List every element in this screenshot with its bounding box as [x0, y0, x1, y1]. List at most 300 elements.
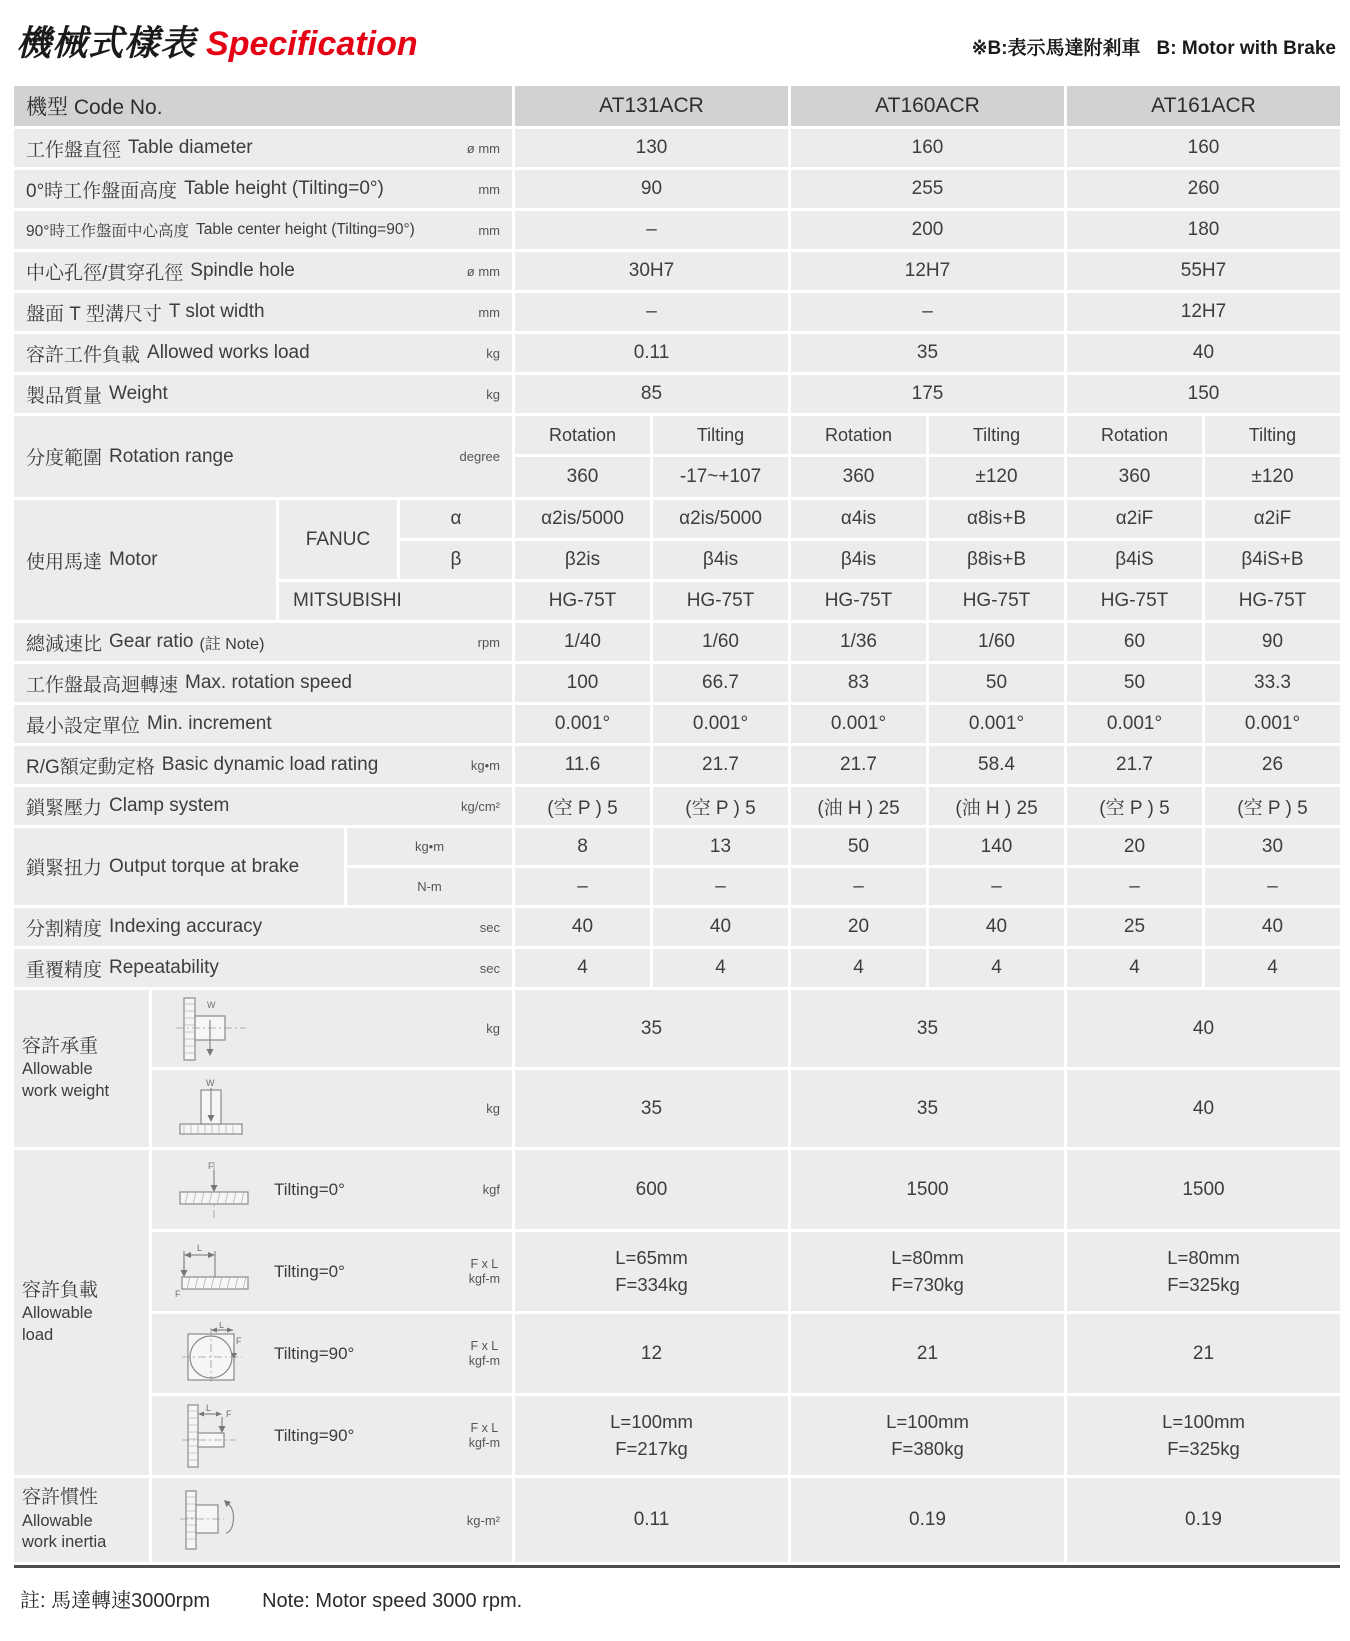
unit-label: mm	[478, 222, 500, 238]
value-cell: HG-75T	[1205, 582, 1340, 620]
value-cell: –	[515, 293, 788, 331]
unit-label: rpm	[477, 634, 500, 650]
tilting-condition-label: Tilting=0°	[274, 1179, 345, 1199]
label-en: T slot width	[168, 301, 265, 322]
value-cell: α2is/5000	[653, 500, 788, 538]
value-cell: 66.7	[653, 664, 788, 702]
work-weight-block	[14, 990, 1340, 1147]
label-en: Indexing accuracy	[109, 916, 263, 937]
value-cell	[1067, 1232, 1340, 1311]
label-en: Motor	[109, 549, 158, 570]
unit-label: sec	[479, 919, 500, 935]
row-table-diameter	[14, 129, 1340, 167]
value-cell: 20	[1067, 828, 1202, 865]
label-en: Allowable	[22, 1304, 93, 1323]
table-flat-moment-icon	[174, 1241, 254, 1303]
table-face-moment-icon	[174, 1322, 254, 1386]
row-label-cell	[14, 705, 512, 743]
unit-label: kg	[486, 1021, 500, 1036]
f-value: F=217kg	[615, 1437, 688, 1459]
value-cell: 0.001°	[929, 705, 1064, 743]
value-cell: –	[515, 211, 788, 249]
value-cell: –	[791, 293, 1064, 331]
label-zh: 容許慣性	[22, 1487, 99, 1509]
row-table-height-0	[14, 170, 1340, 208]
value-cell: 21	[791, 1314, 1064, 1393]
row-label-cell	[14, 375, 512, 413]
unit-label: kg	[486, 386, 500, 402]
label-en: Allowable	[22, 1060, 93, 1079]
label-en: work weight	[22, 1081, 110, 1100]
row-label-cell	[14, 170, 512, 208]
label-en: Table diameter	[128, 137, 253, 158]
value-cell	[515, 1232, 788, 1311]
label-zh: R/G額定動定格	[26, 756, 155, 778]
l-label: L	[197, 1242, 203, 1253]
value-cell: HG-75T	[929, 582, 1064, 620]
value-cell: 600	[515, 1150, 788, 1229]
page-title-zh: 機械式樣表	[16, 24, 197, 63]
value-cell: 35	[791, 990, 1064, 1067]
value-cell: 35	[515, 1070, 788, 1147]
label-zh: 鎖緊扭力	[26, 858, 103, 879]
value-cell: 4	[1067, 949, 1202, 987]
work-weight-label-cell	[14, 990, 149, 1147]
value-cell: 180	[1067, 211, 1340, 249]
unit-label: degree	[459, 449, 500, 464]
value-cell: –	[929, 868, 1064, 905]
f-value: F=334kg	[615, 1273, 688, 1295]
label-zh: 容許負載	[22, 1279, 99, 1301]
value-cell: 0.19	[791, 1478, 1064, 1562]
value-cell: 40	[929, 908, 1064, 946]
brake-note-zh: ※B:表示馬達附剎車	[971, 38, 1141, 59]
f-label: F	[226, 1408, 232, 1419]
row-table-center-height-90	[14, 211, 1340, 249]
value-cell: 360	[791, 457, 926, 497]
alpha-row-label: α	[400, 500, 512, 538]
value-cell: 30	[1205, 828, 1340, 865]
value-cell: (空 P ) 5	[1205, 787, 1340, 825]
allowable-load-block	[14, 1150, 1340, 1475]
label-zh: 盤面 T 型溝尺寸	[26, 303, 162, 325]
value-cell: 40	[653, 908, 788, 946]
value-cell: ±120	[1205, 457, 1340, 497]
row-label-cell	[14, 623, 512, 661]
value-cell: 0.001°	[791, 705, 926, 743]
value-cell: –	[1205, 868, 1340, 905]
value-cell: -17~+107	[653, 457, 788, 497]
work-inertia-block	[14, 1478, 1340, 1562]
value-cell: 1500	[1067, 1150, 1340, 1229]
w-label: W	[207, 999, 216, 1010]
value-cell: HG-75T	[1067, 582, 1202, 620]
row-min-increment	[14, 705, 1340, 743]
value-cell: 21.7	[791, 746, 926, 784]
label-en: Allowable	[22, 1511, 93, 1530]
value-cell: β8is+B	[929, 541, 1064, 579]
row-label-cell	[14, 746, 512, 784]
label-en: Rotation range	[109, 445, 234, 467]
value-cell: 1/40	[515, 623, 650, 661]
title-bar	[16, 16, 1336, 66]
top-mounted-work-icon	[174, 1076, 250, 1142]
value-cell: 150	[1067, 375, 1340, 413]
row-label-cell	[14, 252, 512, 290]
value-cell: 40	[1067, 334, 1340, 372]
value-cell: 1/60	[929, 623, 1064, 661]
l-value: L=100mm	[886, 1410, 969, 1432]
value-cell: β4iS	[1067, 541, 1202, 579]
value-cell: 255	[791, 170, 1064, 208]
label-zh: 總減速比	[26, 633, 103, 655]
value-cell: β4iS+B	[1205, 541, 1340, 579]
label-zh: 鎖緊壓力	[26, 797, 103, 819]
subheader-tilting: Tilting	[653, 416, 788, 454]
value-cell: (空 P ) 5	[515, 787, 650, 825]
value-cell: (油 H ) 25	[791, 787, 926, 825]
inertia-diagram-cell	[152, 1478, 512, 1562]
value-cell: 40	[1067, 1070, 1340, 1147]
value-cell: 260	[1067, 170, 1340, 208]
row-spindle-hole	[14, 252, 1340, 290]
output-torque-block	[14, 828, 1340, 905]
value-cell: 50	[929, 664, 1064, 702]
row-label-cell	[14, 908, 512, 946]
work-inertia-label-cell	[14, 1478, 149, 1562]
unit-label	[469, 1257, 512, 1286]
table-bottom-rule	[14, 1565, 1340, 1568]
label-zh: 製品質量	[26, 385, 103, 407]
value-cell: α8is+B	[929, 500, 1064, 538]
row-label-cell	[14, 129, 512, 167]
row-repeatability	[14, 949, 1340, 987]
value-cell: β2is	[515, 541, 650, 579]
value-cell: 85	[515, 375, 788, 413]
row-indexing-accuracy	[14, 908, 1340, 946]
label-en: Clamp system	[109, 795, 230, 816]
value-cell	[791, 1396, 1064, 1475]
rotation-range-label-cell	[14, 416, 512, 497]
f-label: F	[236, 1335, 242, 1346]
value-cell: 0.11	[515, 334, 788, 372]
tilting-condition-label: Tilting=90°	[274, 1425, 355, 1445]
label-en: Spindle hole	[190, 260, 295, 281]
label-en: Gear ratio	[109, 631, 194, 652]
footer-note-zh: 註: 馬達轉速3000rpm	[20, 1590, 211, 1612]
value-cell: 0.001°	[1067, 705, 1202, 743]
rotation-range-block	[14, 416, 1340, 497]
subheader-tilting: Tilting	[929, 416, 1064, 454]
unit-line2: kgf-m	[468, 1435, 500, 1450]
label-en: Max. rotation speed	[185, 672, 352, 693]
unit-label: kg	[486, 1101, 500, 1116]
value-cell: 25	[1067, 908, 1202, 946]
code-no-label-cell	[14, 86, 512, 126]
row-allowed-works-load	[14, 334, 1340, 372]
l-value: L=65mm	[615, 1246, 688, 1268]
value-cell: 60	[1067, 623, 1202, 661]
side-mounted-work-icon	[174, 996, 250, 1062]
value-cell	[791, 1232, 1064, 1311]
fanuc-cell: FANUC	[279, 500, 397, 579]
label-en: Min. increment	[147, 713, 272, 734]
page-title	[16, 16, 418, 66]
value-cell: (油 H ) 25	[929, 787, 1064, 825]
value-cell: 4	[791, 949, 926, 987]
value-cell: 21	[1067, 1314, 1340, 1393]
subheader-rotation: Rotation	[1067, 416, 1202, 454]
value-cell: 4	[515, 949, 650, 987]
f-value: F=730kg	[891, 1273, 964, 1295]
unit-label: kg-m²	[466, 1512, 500, 1528]
label-en: Allowed works load	[147, 342, 310, 363]
value-cell: HG-75T	[791, 582, 926, 620]
unit-line1: F x L	[470, 1257, 499, 1272]
unit-label: kg	[486, 345, 500, 361]
label-zh: 重覆精度	[26, 959, 103, 981]
unit-label	[469, 1339, 512, 1368]
value-cell: 21.7	[1067, 746, 1202, 784]
label-en: Weight	[109, 383, 168, 404]
unit-label: kg/cm²	[461, 798, 500, 814]
label-zh: 工作盤直徑	[26, 139, 122, 161]
torque-unit-cell	[347, 828, 512, 865]
row-label-cell	[14, 334, 512, 372]
label-en: load	[22, 1325, 54, 1344]
brake-note	[972, 33, 1336, 66]
allowable-load-label-cell	[14, 1150, 149, 1475]
row-weight	[14, 375, 1340, 413]
unit-label: ø mm	[466, 263, 500, 279]
value-cell: 50	[791, 828, 926, 865]
value-cell: 1500	[791, 1150, 1064, 1229]
l-label: L	[219, 1321, 225, 1330]
f-value: F=325kg	[1167, 1437, 1240, 1459]
row-label-cell	[14, 664, 512, 702]
value-cell: 40	[1067, 990, 1340, 1067]
work-weight-diagram-cell	[152, 990, 512, 1067]
value-cell: 0.001°	[1205, 705, 1340, 743]
row-max-rotation-speed	[14, 664, 1340, 702]
footer-note-en: Note: Motor speed 3000 rpm.	[262, 1590, 523, 1612]
label-en: Basic dynamic load rating	[161, 754, 379, 775]
value-cell: 12H7	[1067, 293, 1340, 331]
unit-line1: F x L	[470, 1339, 499, 1354]
row-basic-dynamic-load-rating	[14, 746, 1340, 784]
value-cell: 0.001°	[515, 705, 650, 743]
row-label-cell	[14, 211, 512, 249]
value-cell: 140	[929, 828, 1064, 865]
value-cell: β4is	[653, 541, 788, 579]
footer-note	[20, 1584, 1340, 1613]
value-cell: α4is	[791, 500, 926, 538]
value-cell: β4is	[791, 541, 926, 579]
value-cell: 26	[1205, 746, 1340, 784]
l-value: L=80mm	[1167, 1246, 1240, 1268]
value-cell: 35	[515, 990, 788, 1067]
code-no-row	[14, 86, 1340, 126]
f-value: F=380kg	[891, 1437, 964, 1459]
value-cell: α2is/5000	[515, 500, 650, 538]
value-cell: 40	[1205, 908, 1340, 946]
value-cell: 35	[791, 334, 1064, 372]
value-cell: 55H7	[1067, 252, 1340, 290]
subheader-rotation: Rotation	[515, 416, 650, 454]
row-label-cell	[14, 787, 512, 825]
subheader-rotation: Rotation	[791, 416, 926, 454]
value-cell	[515, 1396, 788, 1475]
label-zh: 使用馬達	[26, 551, 103, 573]
label-en: Output torque at brake	[109, 855, 300, 877]
load-diagram-cell	[152, 1396, 512, 1475]
value-cell: –	[1067, 868, 1202, 905]
unit-label: ø mm	[466, 140, 500, 156]
f-value: F=325kg	[1167, 1273, 1240, 1295]
tilting-condition-label: Tilting=0°	[274, 1261, 345, 1281]
label-en: Repeatability	[109, 957, 219, 978]
f-label: F	[208, 1160, 214, 1171]
unit-label	[469, 1421, 512, 1450]
beta-row-label: β	[400, 541, 512, 579]
l-label: L	[206, 1402, 212, 1413]
row-gear-ratio	[14, 623, 1340, 661]
label-zh: 0°時工作盤面高度	[26, 180, 178, 202]
load-diagram-cell	[152, 1314, 512, 1393]
value-cell: –	[791, 868, 926, 905]
value-cell: 1/36	[791, 623, 926, 661]
motor-block	[14, 500, 1340, 620]
value-cell: 4	[653, 949, 788, 987]
value-cell: 175	[791, 375, 1064, 413]
value-cell: 21.7	[653, 746, 788, 784]
value-cell: 30H7	[515, 252, 788, 290]
model-header-at160acr: AT160ACR	[791, 86, 1064, 126]
value-cell: 360	[515, 457, 650, 497]
value-cell: HG-75T	[653, 582, 788, 620]
value-cell: 13	[653, 828, 788, 865]
table-side-moment-icon	[174, 1403, 254, 1469]
brake-note-en: B: Motor with Brake	[1156, 38, 1336, 59]
value-cell: 360	[1067, 457, 1202, 497]
value-cell: 160	[1067, 129, 1340, 167]
label-en: Table center height (Tilting=90°)	[195, 221, 415, 238]
value-cell: 11.6	[515, 746, 650, 784]
unit-line1: F x L	[470, 1421, 499, 1436]
l-value: L=100mm	[1162, 1410, 1245, 1432]
motor-label-cell	[14, 500, 276, 620]
value-cell: (空 P ) 5	[1067, 787, 1202, 825]
value-cell: 4	[1205, 949, 1340, 987]
value-cell: 8	[515, 828, 650, 865]
value-cell: 12	[515, 1314, 788, 1393]
row-label-cell	[14, 293, 512, 331]
l-value: L=80mm	[891, 1246, 964, 1268]
value-cell: 90	[515, 170, 788, 208]
torque-label-cell	[14, 828, 344, 905]
label-zh: 中心孔徑/貫穿孔徑	[26, 262, 184, 284]
value-cell: (空 P ) 5	[653, 787, 788, 825]
row-t-slot-width	[14, 293, 1340, 331]
value-cell	[1067, 1396, 1340, 1475]
value-cell: α2iF	[1067, 500, 1202, 538]
value-cell: 100	[515, 664, 650, 702]
unit-line2: kgf-m	[468, 1271, 500, 1286]
value-cell: α2iF	[1205, 500, 1340, 538]
label-en: work inertia	[22, 1533, 107, 1552]
label-zh: 分度範圍	[26, 448, 103, 469]
value-cell: 12H7	[791, 252, 1064, 290]
rotating-work-icon	[174, 1487, 250, 1553]
work-weight-diagram-cell	[152, 1070, 512, 1147]
row-clamp-system	[14, 787, 1340, 825]
value-cell: 0.19	[1067, 1478, 1340, 1562]
value-cell: 33.3	[1205, 664, 1340, 702]
label-zh: 容許工件負載	[26, 344, 141, 366]
label-zh: 容許承重	[22, 1035, 99, 1057]
label-zh: 分割精度	[26, 918, 103, 940]
label-en: Table height (Tilting=0°)	[184, 178, 384, 199]
value-cell: 90	[1205, 623, 1340, 661]
label-zh: 工作盤最高迴轉速	[26, 674, 179, 696]
l-value: L=100mm	[610, 1410, 693, 1432]
unit-label: kg•m	[414, 839, 445, 854]
value-cell: 40	[515, 908, 650, 946]
value-cell: 35	[791, 1070, 1064, 1147]
value-cell: 20	[791, 908, 926, 946]
value-cell: 50	[1067, 664, 1202, 702]
code-no-label: 機型 Code No.	[26, 96, 163, 119]
value-cell: 200	[791, 211, 1064, 249]
tilting-condition-label: Tilting=90°	[274, 1343, 355, 1363]
unit-line2: kgf-m	[468, 1353, 500, 1368]
value-cell: ±120	[929, 457, 1064, 497]
table-flat-force-icon	[174, 1160, 254, 1220]
label-note: (註 Note)	[199, 635, 265, 653]
subheader-tilting: Tilting	[1205, 416, 1340, 454]
value-cell: 4	[929, 949, 1064, 987]
unit-label: sec	[479, 960, 500, 976]
value-cell: 130	[515, 129, 788, 167]
load-diagram-cell	[152, 1150, 512, 1229]
unit-label: kg•m	[470, 757, 500, 773]
value-cell: –	[515, 868, 650, 905]
label-zh: 最小設定單位	[26, 715, 141, 737]
page-title-en: Specification	[206, 25, 418, 63]
f-label: F	[175, 1288, 181, 1299]
value-cell: 0.11	[515, 1478, 788, 1562]
torque-unit-cell	[347, 868, 512, 905]
value-cell: 1/60	[653, 623, 788, 661]
load-diagram-cell	[152, 1232, 512, 1311]
row-label-cell	[14, 949, 512, 987]
value-cell: –	[653, 868, 788, 905]
model-header-at161acr: AT161ACR	[1067, 86, 1340, 126]
unit-label: mm	[478, 304, 500, 320]
unit-label: kgf	[482, 1182, 500, 1197]
unit-label: mm	[478, 181, 500, 197]
label-zh: 90°時工作盤面中心高度	[26, 223, 189, 240]
unit-label: N-m	[417, 879, 442, 894]
value-cell: 0.001°	[653, 705, 788, 743]
value-cell: 83	[791, 664, 926, 702]
value-cell: HG-75T	[515, 582, 650, 620]
model-header-at131acr: AT131ACR	[515, 86, 788, 126]
w-label: W	[206, 1077, 215, 1088]
value-cell: 160	[791, 129, 1064, 167]
value-cell: 58.4	[929, 746, 1064, 784]
mitsubishi-cell: MITSUBISHI	[279, 582, 512, 620]
